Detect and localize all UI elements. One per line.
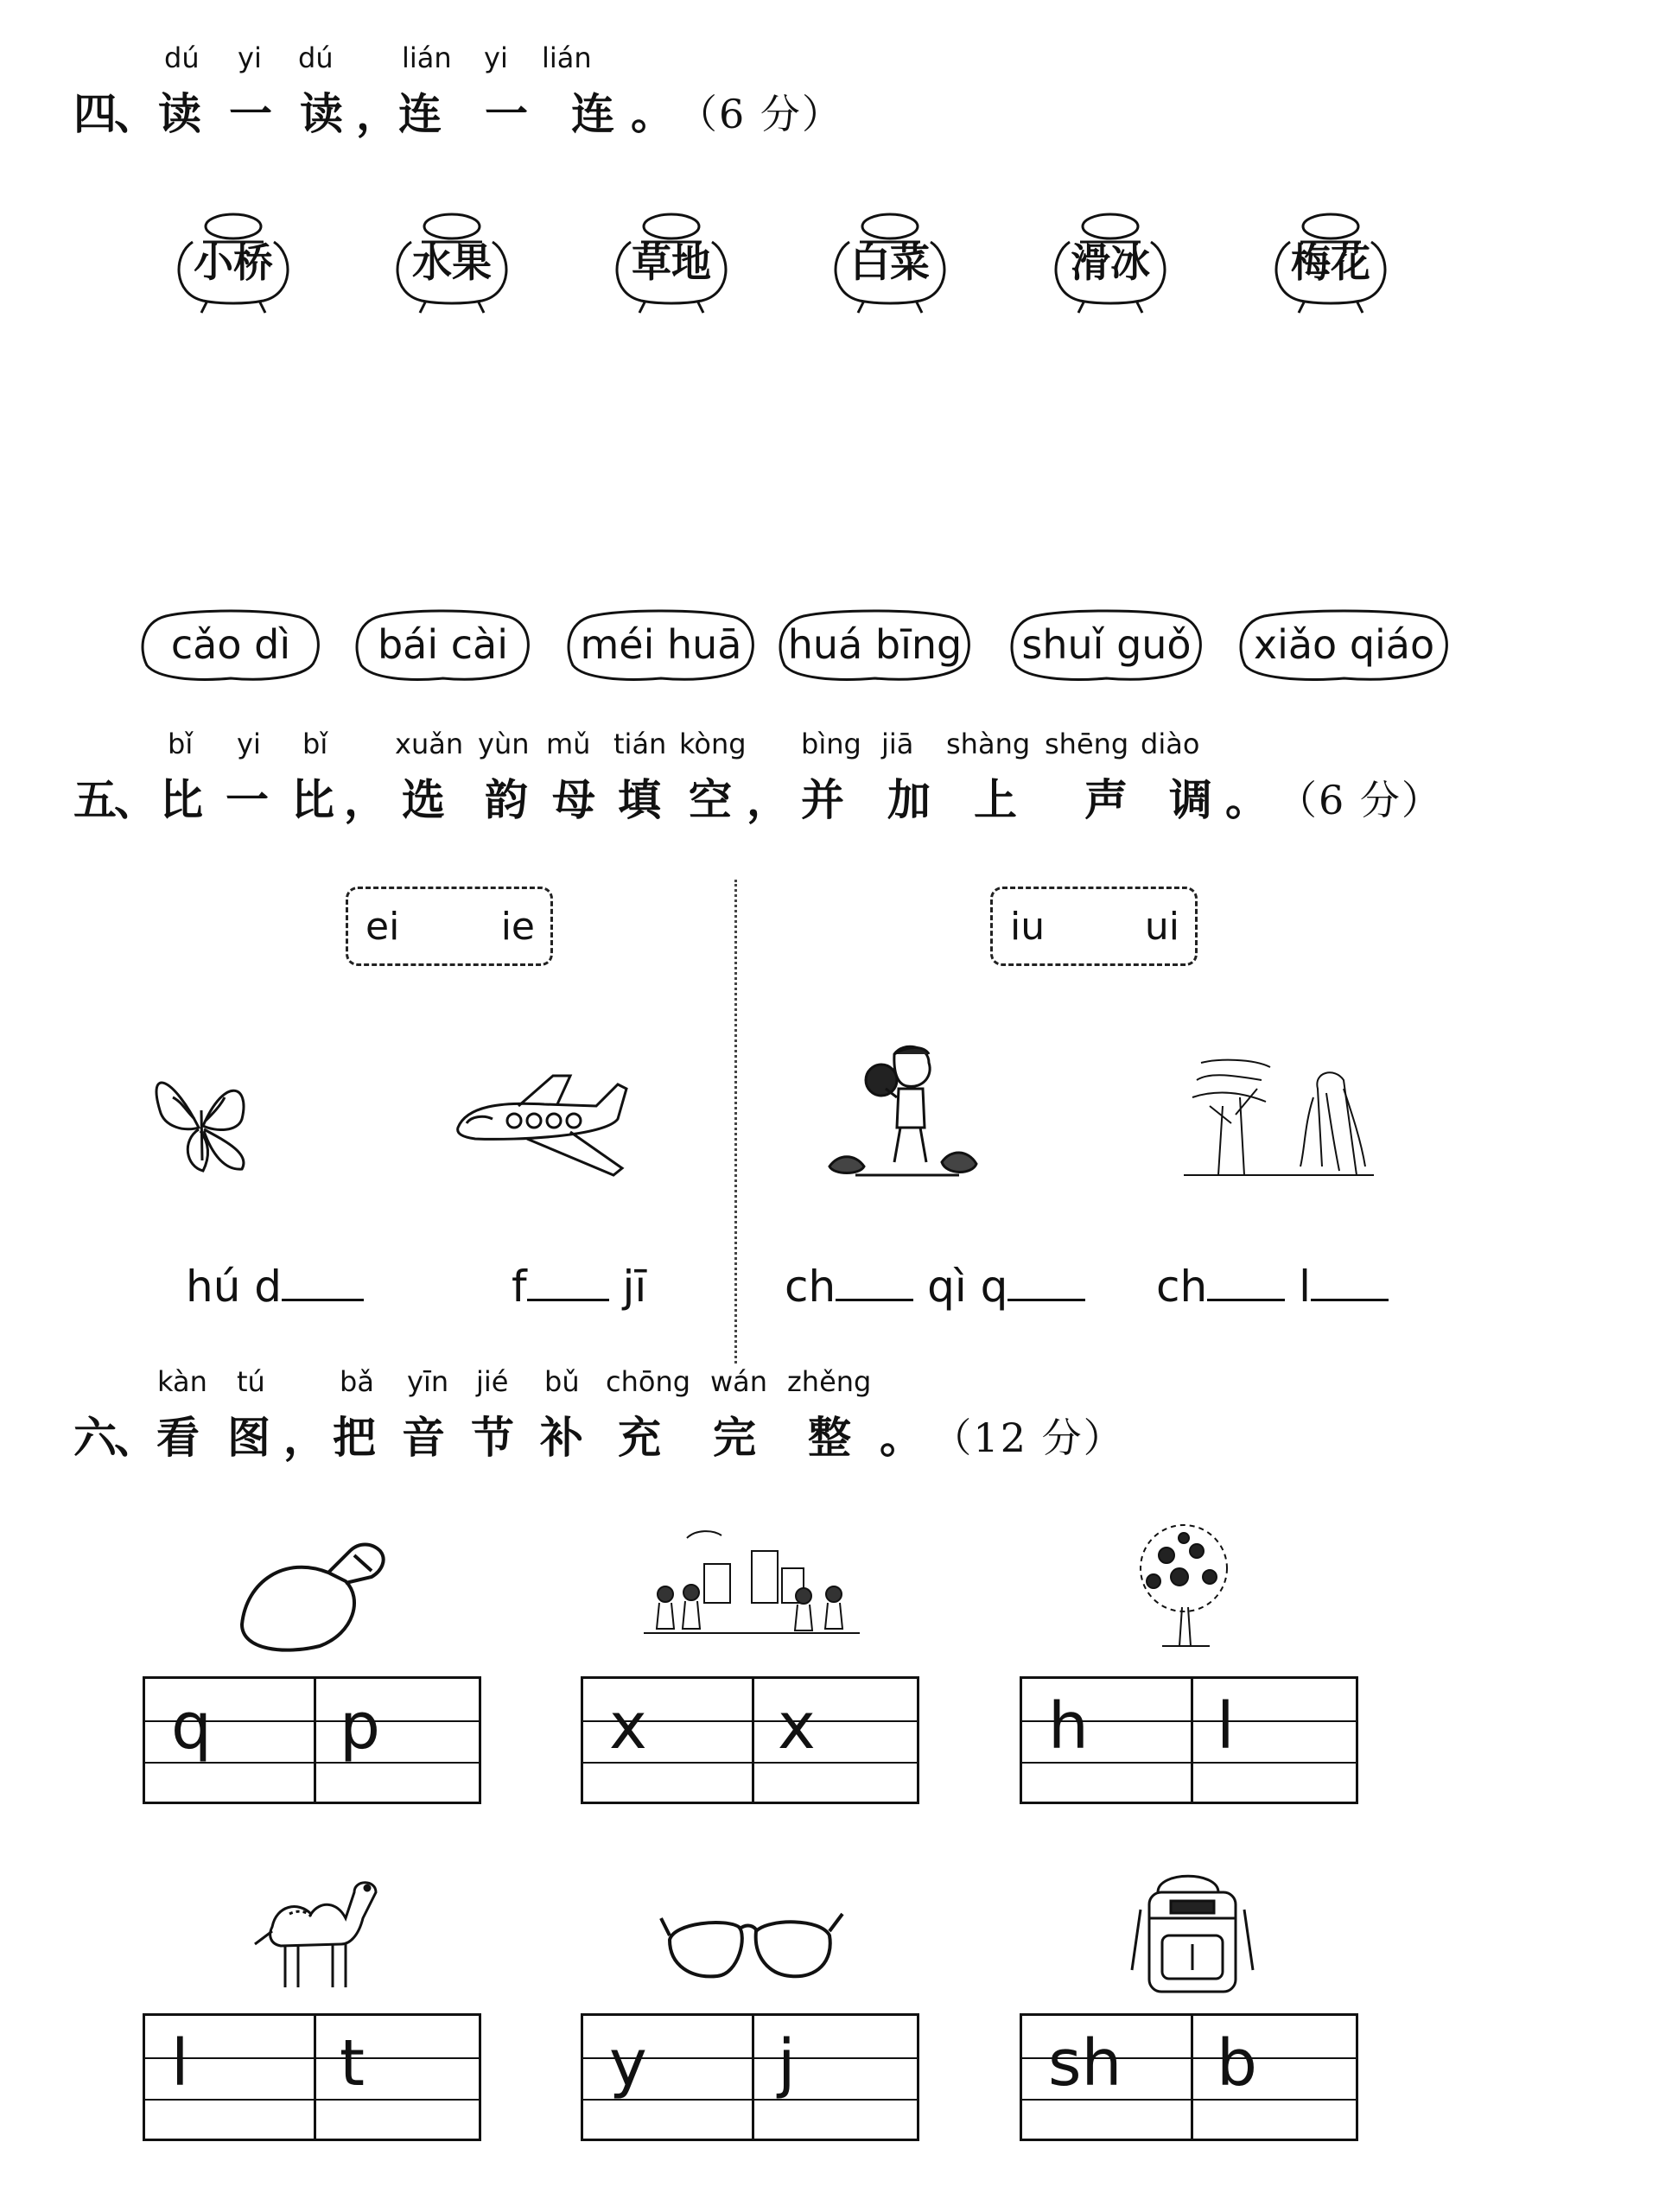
pot-word: 滑冰 [1071, 239, 1150, 286]
title-char: 连 [398, 88, 443, 139]
pinyin-cloud[interactable] [1009, 609, 1204, 680]
pinyin: dú [164, 41, 200, 74]
title-char: 充 [618, 1412, 663, 1463]
pot-word: 白菜 [850, 239, 930, 286]
syllable-initial: j [778, 2026, 796, 2101]
title-number: 五 [73, 774, 118, 825]
airplane-image [449, 1071, 631, 1184]
cloud-pinyin: shuǐ guǒ [1021, 621, 1192, 668]
section-6-title [69, 1403, 1279, 1463]
fill-middle: l [1299, 1262, 1311, 1312]
option-ei: ei [365, 904, 400, 949]
syllable-initial: q [171, 1689, 212, 1764]
pot-word: 草地 [632, 239, 711, 286]
pinyin: lián [542, 41, 592, 74]
section-score: （6 分） [1277, 777, 1443, 823]
girl-blowing-balloon-image [821, 1033, 994, 1205]
syllable-initial: x [778, 1689, 816, 1764]
option-ie: ie [500, 904, 535, 949]
pinyin-cloud[interactable] [354, 609, 531, 680]
title-char: 把 [333, 1412, 378, 1463]
pot-word: 梅花 [1291, 239, 1370, 286]
cloud-pinyin: bái cài [377, 621, 509, 668]
fill-prefix: ch [1156, 1262, 1208, 1312]
answer-blank[interactable] [1007, 1262, 1085, 1301]
grid-divider [314, 2016, 316, 2139]
syllable-initial: b [1217, 2026, 1257, 2101]
section-score: （6 分） [677, 91, 843, 137]
section-score: （12 分） [931, 1414, 1125, 1461]
pinyin: yīn [407, 1365, 449, 1398]
title-char: ， [356, 88, 401, 139]
pinyin: mǔ [546, 728, 591, 760]
syllable-initial: p [340, 1689, 380, 1764]
title-char: 连 [571, 88, 616, 139]
title-char: 音 [402, 1412, 447, 1463]
title-char: 声 [1084, 774, 1129, 825]
pinyin: chōng [606, 1365, 691, 1398]
fill-airplane [512, 1262, 646, 1312]
title-number: 四 [73, 88, 118, 139]
pot-word: 水果 [412, 239, 492, 286]
pinyin: yùn [478, 728, 530, 760]
syllable-initial: y [609, 2026, 647, 2101]
title-char: 图 [227, 1412, 272, 1463]
pinyin-writing-grid[interactable] [143, 2013, 481, 2141]
pinyin: tián [613, 728, 667, 760]
word-pot[interactable] [607, 207, 736, 311]
word-pot[interactable] [825, 207, 955, 311]
grid-divider [752, 2016, 754, 2139]
cloud-pinyin: méi huā [580, 621, 742, 668]
pinyin: kòng [679, 728, 747, 760]
pinyin-writing-grid[interactable] [143, 1676, 481, 1804]
pinyin: jiā [881, 728, 914, 760]
title-char: 母 [552, 774, 597, 825]
title-separator: 、 [114, 88, 159, 139]
fill-suffix: jī [622, 1262, 647, 1312]
pinyin: diào [1141, 728, 1200, 760]
pot-word: 小桥 [194, 239, 273, 286]
fill-prefix: hú d [186, 1262, 283, 1312]
title-char: 。 [880, 1412, 925, 1463]
answer-blank[interactable] [282, 1262, 364, 1301]
word-pot[interactable] [1266, 207, 1395, 311]
pinyin: yi [237, 728, 261, 760]
title-char: 并 [801, 774, 846, 825]
syllable-initial: sh [1048, 2026, 1122, 2101]
title-char: 整 [808, 1412, 853, 1463]
syllable-initial: x [609, 1689, 647, 1764]
cloud-pinyin: cǎo dì [170, 621, 291, 668]
answer-blank[interactable] [527, 1262, 609, 1301]
title-char: 比 [160, 774, 205, 825]
title-char: 空 [689, 774, 734, 825]
pinyin-cloud[interactable] [778, 609, 972, 680]
syllable-initial: l [171, 2026, 189, 2101]
pinyin: wán [710, 1365, 768, 1398]
title-char: 完 [713, 1412, 758, 1463]
pinyin: dú [298, 41, 334, 74]
word-pot[interactable] [387, 207, 517, 311]
fill-butterfly [186, 1262, 364, 1312]
grid-divider [752, 1679, 754, 1802]
section-4-title [69, 79, 933, 139]
grid-guide-line [145, 2057, 479, 2059]
answer-blank[interactable] [1311, 1262, 1389, 1301]
cloud-pinyin: xiǎo qiáo [1253, 621, 1435, 668]
answer-blank[interactable] [836, 1262, 913, 1301]
title-char: 看 [156, 1412, 201, 1463]
pinyin-writing-grid[interactable] [1020, 2013, 1358, 2141]
option-ui: ui [1144, 904, 1179, 949]
fill-willow [1156, 1262, 1389, 1312]
title-char: 调 [1169, 774, 1214, 825]
title-char: 读 [300, 88, 345, 139]
pinyin: shēng [1045, 728, 1129, 760]
backpack-image [1123, 1858, 1262, 2005]
pinyin: jié [476, 1365, 509, 1398]
pinyin: zhěng [787, 1365, 872, 1398]
pinyin-writing-grid[interactable] [1020, 1676, 1358, 1804]
fill-prefix: ch [785, 1262, 836, 1312]
pinyin-writing-grid[interactable] [581, 1676, 919, 1804]
pinyin: yi [238, 41, 262, 74]
pinyin: bǐ [302, 728, 328, 760]
pinyin: yi [484, 41, 508, 74]
title-char: 选 [402, 774, 447, 825]
title-char: ， [747, 774, 791, 825]
answer-blank[interactable] [1207, 1262, 1285, 1301]
title-char: ， [283, 1412, 328, 1463]
syllable-initial: h [1048, 1689, 1089, 1764]
camel-image [246, 1866, 385, 1996]
option-iu: iu [1010, 904, 1046, 949]
title-char: 上 [974, 774, 1019, 825]
title-char: 。 [631, 88, 676, 139]
pinyin: bǎ [340, 1365, 374, 1398]
word-pot[interactable] [168, 207, 298, 311]
right-option-box [990, 887, 1198, 966]
cloud-pinyin: huá bīng [787, 621, 963, 668]
syllable-initial: t [340, 2026, 365, 2101]
flowering-tree-image [1115, 1516, 1253, 1655]
fill-middle: qì q [927, 1262, 1008, 1312]
grid-guide-line [145, 2099, 479, 2101]
title-char: 读 [158, 88, 203, 139]
title-char: 一 [226, 774, 270, 825]
pinyin-cloud[interactable] [140, 609, 321, 680]
title-char: 一 [485, 88, 530, 139]
butterfly-image [138, 1058, 268, 1179]
pinyin: kàn [157, 1365, 207, 1398]
title-char: 。 [1225, 774, 1270, 825]
divider-line [734, 880, 737, 1363]
pinyin: tú [237, 1365, 265, 1398]
kids-at-school-image [644, 1525, 860, 1646]
grid-divider [1191, 2016, 1193, 2139]
pinyin-writing-grid[interactable] [581, 2013, 919, 2141]
title-char: 比 [291, 774, 336, 825]
title-number: 六 [73, 1412, 118, 1463]
pinyin-cloud[interactable] [1238, 609, 1450, 680]
pinyin: bǐ [168, 728, 194, 760]
title-char: ， [344, 774, 389, 825]
pinyin-cloud[interactable] [566, 609, 756, 680]
willow-trees-image [1184, 1054, 1374, 1192]
title-char: 节 [471, 1412, 516, 1463]
title-char: 加 [887, 774, 932, 825]
syllable-initial: l [1217, 1689, 1235, 1764]
grid-divider [314, 1679, 316, 1802]
pinyin: lián [402, 41, 452, 74]
title-char: 韵 [485, 774, 530, 825]
fill-balloon [785, 1262, 1085, 1312]
title-char: 一 [229, 88, 274, 139]
word-pot[interactable] [1046, 207, 1175, 311]
title-char: 填 [618, 774, 663, 825]
glasses-image [657, 1897, 847, 2000]
title-char: 补 [540, 1412, 585, 1463]
ping-pong-paddle-image [233, 1529, 397, 1659]
pinyin: shàng [946, 728, 1031, 760]
left-option-box [346, 887, 553, 966]
fill-prefix: f [512, 1262, 527, 1312]
grid-divider [1191, 1679, 1193, 1802]
pinyin: xuǎn [395, 728, 464, 760]
pinyin: bìng [801, 728, 861, 760]
title-separator: 、 [114, 1412, 159, 1463]
title-separator: 、 [114, 774, 159, 825]
section-5-title [69, 766, 1452, 825]
pinyin: bǔ [544, 1365, 580, 1398]
